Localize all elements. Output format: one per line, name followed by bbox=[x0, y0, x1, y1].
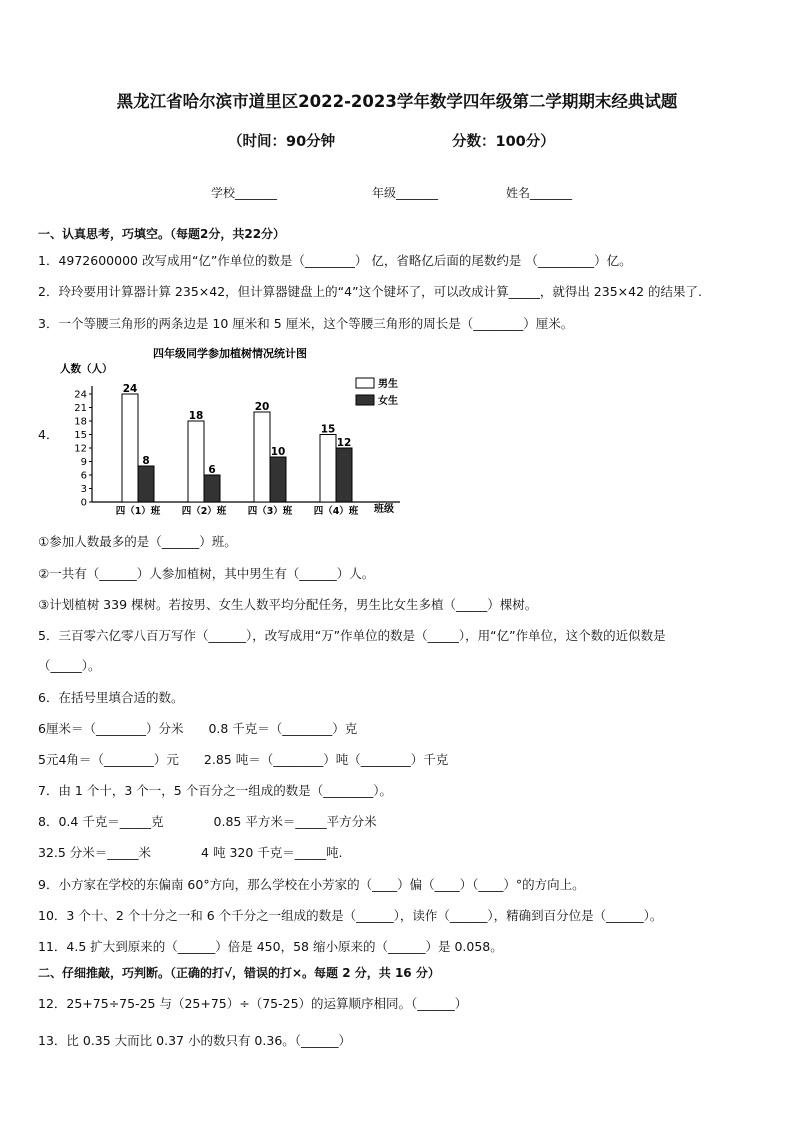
page-title: 黑龙江省哈尔滨市道里区2022-2023学年数学四年级第二学期期末经典试题 bbox=[116, 92, 678, 111]
question-4c: ③计划植树 339 棵树。若按男、女生人数平均分配任务，男生比女生多植（_____）棵树。 bbox=[38, 597, 538, 612]
chart-category-label: 四（2）班 bbox=[181, 506, 227, 517]
chart-legend-swatch bbox=[356, 378, 374, 388]
exam-time: （时间：90分钟 bbox=[228, 134, 336, 150]
question-5: 5．三百零六亿零八百万写作（______），改写成用“万”作单位的数是（_____），用“亿”作单位，这个数的近似数是 bbox=[38, 628, 666, 643]
chart-category-label: 四（3）班 bbox=[247, 506, 293, 517]
chart-category-label: 四（1）班 bbox=[115, 506, 161, 517]
section-1-heading: 一、认真思考，巧填空。（每题2分，共22分） bbox=[38, 227, 286, 241]
chart-title: 四年级同学参加植树情况统计图 bbox=[153, 347, 307, 360]
question-4b: ②一共有（______）人参加植树，其中男生有（______）人。 bbox=[38, 566, 375, 581]
question-8b: 32.5 分米＝_____米 4 吨 320 千克＝_____吨. bbox=[38, 845, 343, 860]
chart-bar-boys bbox=[188, 421, 204, 502]
chart-data-label: 12 bbox=[336, 437, 352, 449]
chart-y-tick-label: 24 bbox=[74, 389, 87, 401]
tree-planting-chart bbox=[60, 342, 420, 522]
chart-data-label: 10 bbox=[270, 446, 286, 458]
question-6b: 5元4角＝（________）元 2.85 吨＝（________）吨（________）千克 bbox=[38, 752, 449, 767]
grade-field: 年级_______ bbox=[372, 186, 439, 200]
chart-xlabel: 班级 bbox=[374, 504, 394, 515]
question-7: 7．由 1 个十，3 个一，5 个百分之一组成的数是（________）。 bbox=[38, 783, 392, 798]
question-10: 10．3 个十、2 个十分之一和 6 个千分之一组成的数是（______），读作（______），精确到百分位是（______）。 bbox=[38, 908, 663, 923]
question-8a: 8．0.4 千克＝_____克 0.85 平方米＝_____平方分米 bbox=[38, 814, 377, 829]
question-9: 9．小方家在学校的东偏南 60°方向，那么学校在小芳家的（____）偏（____）（____）°的方向上。 bbox=[38, 877, 585, 892]
school-field: 学校_______ bbox=[211, 186, 278, 200]
chart-data-label: 6 bbox=[208, 464, 216, 476]
name-field: 姓名_______ bbox=[506, 186, 573, 200]
chart-data-label: 8 bbox=[142, 455, 150, 467]
question-5-continued: （_____）。 bbox=[38, 658, 101, 673]
chart-y-tick-label: 15 bbox=[74, 430, 87, 441]
question-6a: 6厘米＝（________）分米 0.8 千克＝（________）克 bbox=[38, 721, 358, 736]
chart-ylabel: 人数（人） bbox=[60, 363, 113, 375]
chart-y-tick-label: 3 bbox=[80, 484, 87, 495]
chart-bar-boys bbox=[122, 394, 138, 502]
question-13: 13．比 0.35 大而比 0.37 小的数只有 0.36。（______） bbox=[38, 1033, 352, 1048]
chart-data-label: 15 bbox=[320, 423, 336, 436]
chart-data-label: 18 bbox=[188, 410, 204, 422]
chart-legend-label: 男生 bbox=[378, 379, 398, 390]
question-11: 11．4.5 扩大到原来的（______）倍是 450，58 缩小原来的（______）是 0.058。 bbox=[38, 939, 503, 954]
question-1: 1．4972600000 改写成用“亿”作单位的数是（________） 亿，省略亿后面的尾数约是 （_________）亿。 bbox=[38, 253, 632, 268]
question-6: 6．在括号里填合适的数。 bbox=[38, 690, 184, 705]
chart-y-tick-label: 6 bbox=[80, 470, 87, 482]
chart-bar-girls bbox=[138, 466, 154, 502]
chart-bar-girls bbox=[270, 457, 286, 502]
chart-bar-girls bbox=[336, 448, 352, 502]
chart-data-label: 24 bbox=[122, 383, 138, 395]
chart-legend-swatch bbox=[356, 395, 374, 405]
chart-y-tick-label: 21 bbox=[74, 403, 87, 414]
chart-bar-boys bbox=[320, 435, 336, 503]
chart-y-tick-label: 0 bbox=[80, 497, 87, 509]
section-2-heading: 二、仔细推敲，巧判断。（正确的打√，错误的打×。每题 2 分，共 16 分） bbox=[38, 966, 440, 980]
chart-y-tick-label: 12 bbox=[74, 443, 87, 455]
question-12: 12．25+75÷75-25 与（25+75）÷（75-25）的运算顺序相同。（______） bbox=[38, 996, 468, 1011]
question-3: 3．一个等腰三角形的两条边是 10 厘米和 5 厘米，这个等腰三角形的周长是（________）厘米。 bbox=[38, 316, 574, 331]
chart-legend-label: 女生 bbox=[378, 396, 398, 407]
chart-bar-boys bbox=[254, 412, 270, 502]
chart-y-tick-label: 18 bbox=[74, 416, 87, 428]
chart-category-label: 四（4）班 bbox=[313, 506, 359, 517]
exam-score: 分数：100分） bbox=[452, 134, 555, 150]
chart-data-label: 20 bbox=[254, 401, 270, 413]
chart-y-tick-label: 9 bbox=[80, 457, 87, 468]
chart-bar-girls bbox=[204, 475, 220, 502]
question-4a: ①参加人数最多的是（______）班。 bbox=[38, 534, 237, 549]
question-4-number: 4． bbox=[38, 427, 59, 442]
question-2: 2．玲玲要用计算器计算 235×42，但计算器键盘上的“4”这个键坏了，可以改成计算_____，就得出 235×42 的结果了. bbox=[38, 284, 702, 299]
